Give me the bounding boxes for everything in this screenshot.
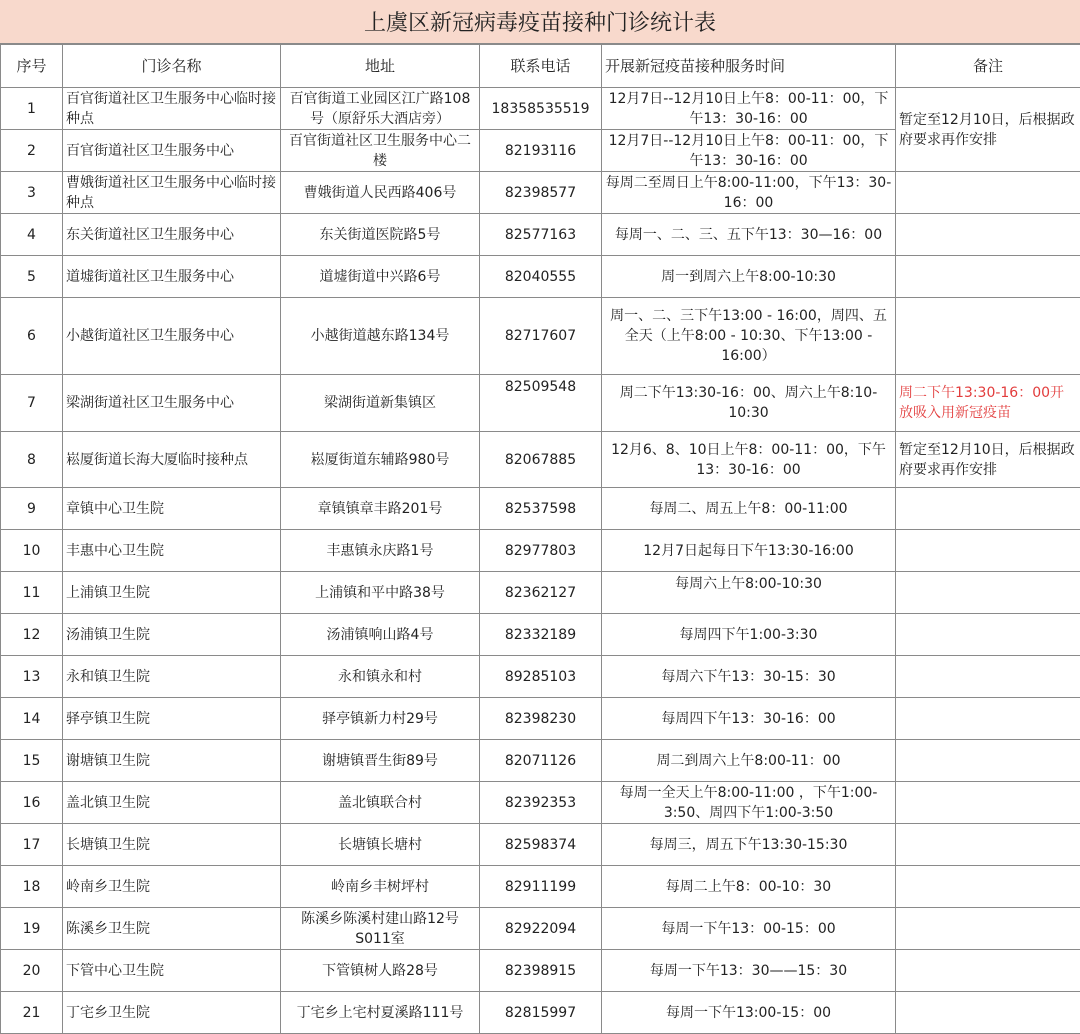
cell-address: 百官街道社区卫生服务中心二楼 [281, 130, 480, 172]
cell-clinic-name: 丁宅乡卫生院 [63, 992, 281, 1034]
cell-phone: 82362127 [480, 572, 602, 614]
cell-phone: 82815997 [480, 992, 602, 1034]
cell-hours: 每周二上午8：00-10：30 [602, 866, 896, 908]
cell-address: 汤浦镇响山路4号 [281, 614, 480, 656]
cell-index: 21 [1, 992, 63, 1034]
cell-note [896, 740, 1080, 782]
cell-address: 梁湖街道新集镇区 [281, 375, 480, 432]
cell-address: 驿亭镇新力村29号 [281, 698, 480, 740]
cell-phone: 82509548 [480, 375, 602, 432]
cell-note [896, 908, 1080, 950]
cell-clinic-name: 长塘镇卫生院 [63, 824, 281, 866]
cell-address: 道墟街道中兴路6号 [281, 256, 480, 298]
cell-hours: 12月7日起每日下午13:30-16:00 [602, 530, 896, 572]
cell-hours: 每周三，周五下午13:30-15:30 [602, 824, 896, 866]
cell-clinic-name: 驿亭镇卫生院 [63, 698, 281, 740]
cell-address: 崧厦街道东辅路980号 [281, 432, 480, 488]
cell-phone: 82040555 [480, 256, 602, 298]
cell-clinic-name: 上浦镇卫生院 [63, 572, 281, 614]
cell-phone: 82398577 [480, 172, 602, 214]
cell-index: 18 [1, 866, 63, 908]
cell-index: 9 [1, 488, 63, 530]
table-row [1, 432, 1080, 488]
table-row [1, 656, 1080, 698]
cell-phone: 82067885 [480, 432, 602, 488]
cell-note-highlight: 周二下午13:30-16：00开放吸入用新冠疫苗 [896, 375, 1080, 432]
cell-index: 7 [1, 375, 63, 432]
table-row [1, 950, 1080, 992]
cell-address: 永和镇永和村 [281, 656, 480, 698]
cell-phone: 82537598 [480, 488, 602, 530]
cell-address: 岭南乡丰树坪村 [281, 866, 480, 908]
cell-phone: 82577163 [480, 214, 602, 256]
cell-address: 东关街道医院路5号 [281, 214, 480, 256]
table-row [1, 572, 1080, 614]
cell-index: 14 [1, 698, 63, 740]
cell-clinic-name: 东关街道社区卫生服务中心 [63, 214, 281, 256]
cell-hours: 12月7日--12月10日上午8：00-11：00，下午13：30-16：00 [602, 130, 896, 172]
cell-address: 下管镇树人路28号 [281, 950, 480, 992]
header-index: 序号 [1, 45, 63, 88]
cell-phone: 82071126 [480, 740, 602, 782]
cell-index: 1 [1, 88, 63, 130]
cell-index: 15 [1, 740, 63, 782]
cell-clinic-name: 永和镇卫生院 [63, 656, 281, 698]
cell-index: 5 [1, 256, 63, 298]
cell-index: 20 [1, 950, 63, 992]
table-row [1, 530, 1080, 572]
table-row [1, 375, 1080, 432]
table-row [1, 256, 1080, 298]
cell-phone: 82977803 [480, 530, 602, 572]
cell-clinic-name: 梁湖街道社区卫生服务中心 [63, 375, 281, 432]
cell-index: 16 [1, 782, 63, 824]
table-row [1, 88, 1080, 130]
cell-clinic-name: 丰惠中心卫生院 [63, 530, 281, 572]
cell-address: 章镇镇章丰路201号 [281, 488, 480, 530]
cell-phone: 82398915 [480, 950, 602, 992]
cell-address: 长塘镇长塘村 [281, 824, 480, 866]
cell-address: 丰惠镇永庆路1号 [281, 530, 480, 572]
cell-address: 丁宅乡上宅村夏溪路111号 [281, 992, 480, 1034]
cell-clinic-name: 百官街道社区卫生服务中心临时接种点 [63, 88, 281, 130]
cell-clinic-name: 岭南乡卫生院 [63, 866, 281, 908]
cell-note [896, 256, 1080, 298]
cell-phone: 82911199 [480, 866, 602, 908]
cell-phone: 82193116 [480, 130, 602, 172]
cell-index: 10 [1, 530, 63, 572]
header-address: 地址 [281, 45, 480, 88]
cell-index: 4 [1, 214, 63, 256]
cell-address: 盖北镇联合村 [281, 782, 480, 824]
cell-clinic-name: 汤浦镇卫生院 [63, 614, 281, 656]
cell-address: 小越街道越东路134号 [281, 298, 480, 375]
cell-note: 暂定至12月10日，后根据政府要求再作安排 [896, 432, 1080, 488]
table-row [1, 908, 1080, 950]
cell-hours: 每周四下午13：30-16：00 [602, 698, 896, 740]
header-hours: 开展新冠疫苗接种服务时间 [602, 45, 896, 88]
cell-clinic-name: 小越街道社区卫生服务中心 [63, 298, 281, 375]
cell-note: 暂定至12月10日，后根据政府要求再作安排 [896, 88, 1080, 172]
cell-phone: 18358535519 [480, 88, 602, 130]
cell-index: 6 [1, 298, 63, 375]
cell-phone: 82332189 [480, 614, 602, 656]
clinic-table [0, 44, 1080, 1034]
cell-hours: 每周一下午13：30——15：30 [602, 950, 896, 992]
cell-phone: 82398230 [480, 698, 602, 740]
cell-note [896, 530, 1080, 572]
cell-clinic-name: 章镇中心卫生院 [63, 488, 281, 530]
sheet-title: 上虞区新冠病毒疫苗接种门诊统计表 [0, 0, 1080, 44]
header-name: 门诊名称 [63, 45, 281, 88]
cell-note [896, 656, 1080, 698]
header-phone: 联系电话 [480, 45, 602, 88]
cell-index: 13 [1, 656, 63, 698]
cell-note [896, 172, 1080, 214]
cell-note [896, 950, 1080, 992]
header-note: 备注 [896, 45, 1080, 88]
cell-index: 19 [1, 908, 63, 950]
table-row [1, 214, 1080, 256]
cell-address: 上浦镇和平中路38号 [281, 572, 480, 614]
table-row [1, 992, 1080, 1034]
cell-hours: 每周一下午13:00-15：00 [602, 992, 896, 1034]
table-row [1, 824, 1080, 866]
cell-clinic-name: 崧厦街道长海大厦临时接种点 [63, 432, 281, 488]
cell-address: 谢塘镇晋生街89号 [281, 740, 480, 782]
cell-index: 17 [1, 824, 63, 866]
cell-hours: 每周一下午13：00-15：00 [602, 908, 896, 950]
table-row [1, 866, 1080, 908]
cell-note [896, 298, 1080, 375]
cell-hours: 每周一、二、三、五下午13：30—16：00 [602, 214, 896, 256]
cell-note [896, 214, 1080, 256]
cell-index: 11 [1, 572, 63, 614]
header-row [1, 45, 1080, 88]
cell-note [896, 698, 1080, 740]
table-row [1, 614, 1080, 656]
cell-phone: 89285103 [480, 656, 602, 698]
cell-address: 百官街道工业园区江广路108号（原舒乐大酒店旁） [281, 88, 480, 130]
cell-phone: 82717607 [480, 298, 602, 375]
table-row [1, 698, 1080, 740]
cell-index: 2 [1, 130, 63, 172]
cell-hours: 每周四下午1:00-3:30 [602, 614, 896, 656]
cell-index: 8 [1, 432, 63, 488]
cell-address: 陈溪乡陈溪村建山路12号S011室 [281, 908, 480, 950]
cell-hours: 12月6、8、10日上午8：00-11：00，下午13：30-16：00 [602, 432, 896, 488]
cell-clinic-name: 陈溪乡卫生院 [63, 908, 281, 950]
cell-hours: 12月7日--12月10日上午8：00-11：00，下午13：30-16：00 [602, 88, 896, 130]
table-row [1, 740, 1080, 782]
cell-hours: 每周六上午8:00-10:30 [602, 572, 896, 614]
cell-hours: 周二下午13:30-16：00、周六上午8:10-10:30 [602, 375, 896, 432]
cell-hours: 每周一全天上午8:00-11:00 ，下午1:00-3:50、周四下午1:00-3:50 [602, 782, 896, 824]
cell-index: 12 [1, 614, 63, 656]
cell-clinic-name: 盖北镇卫生院 [63, 782, 281, 824]
cell-clinic-name: 百官街道社区卫生服务中心 [63, 130, 281, 172]
cell-clinic-name: 曹娥街道社区卫生服务中心临时接种点 [63, 172, 281, 214]
cell-hours: 周一、二、三下午13:00 - 16:00，周四、五全天（上午8:00 - 10:30、下午13:00 - 16:00） [602, 298, 896, 375]
cell-hours: 周一到周六上午8:00-10:30 [602, 256, 896, 298]
cell-hours: 每周二至周日上午8:00-11:00，下午13：30-16：00 [602, 172, 896, 214]
cell-hours: 每周二、周五上午8：00-11:00 [602, 488, 896, 530]
cell-address: 曹娥街道人民西路406号 [281, 172, 480, 214]
cell-phone: 82922094 [480, 908, 602, 950]
table-row [1, 172, 1080, 214]
cell-note [896, 992, 1080, 1034]
cell-note [896, 824, 1080, 866]
cell-note [896, 572, 1080, 614]
table-row [1, 782, 1080, 824]
cell-note [896, 866, 1080, 908]
cell-clinic-name: 下管中心卫生院 [63, 950, 281, 992]
cell-note [896, 488, 1080, 530]
cell-clinic-name: 谢塘镇卫生院 [63, 740, 281, 782]
table-row [1, 298, 1080, 375]
cell-note [896, 782, 1080, 824]
cell-note [896, 614, 1080, 656]
cell-hours: 每周六下午13：30-15：30 [602, 656, 896, 698]
cell-clinic-name: 道墟街道社区卫生服务中心 [63, 256, 281, 298]
cell-hours: 周二到周六上午8:00-11：00 [602, 740, 896, 782]
cell-phone: 82392353 [480, 782, 602, 824]
cell-phone: 82598374 [480, 824, 602, 866]
cell-index: 3 [1, 172, 63, 214]
table-row [1, 488, 1080, 530]
